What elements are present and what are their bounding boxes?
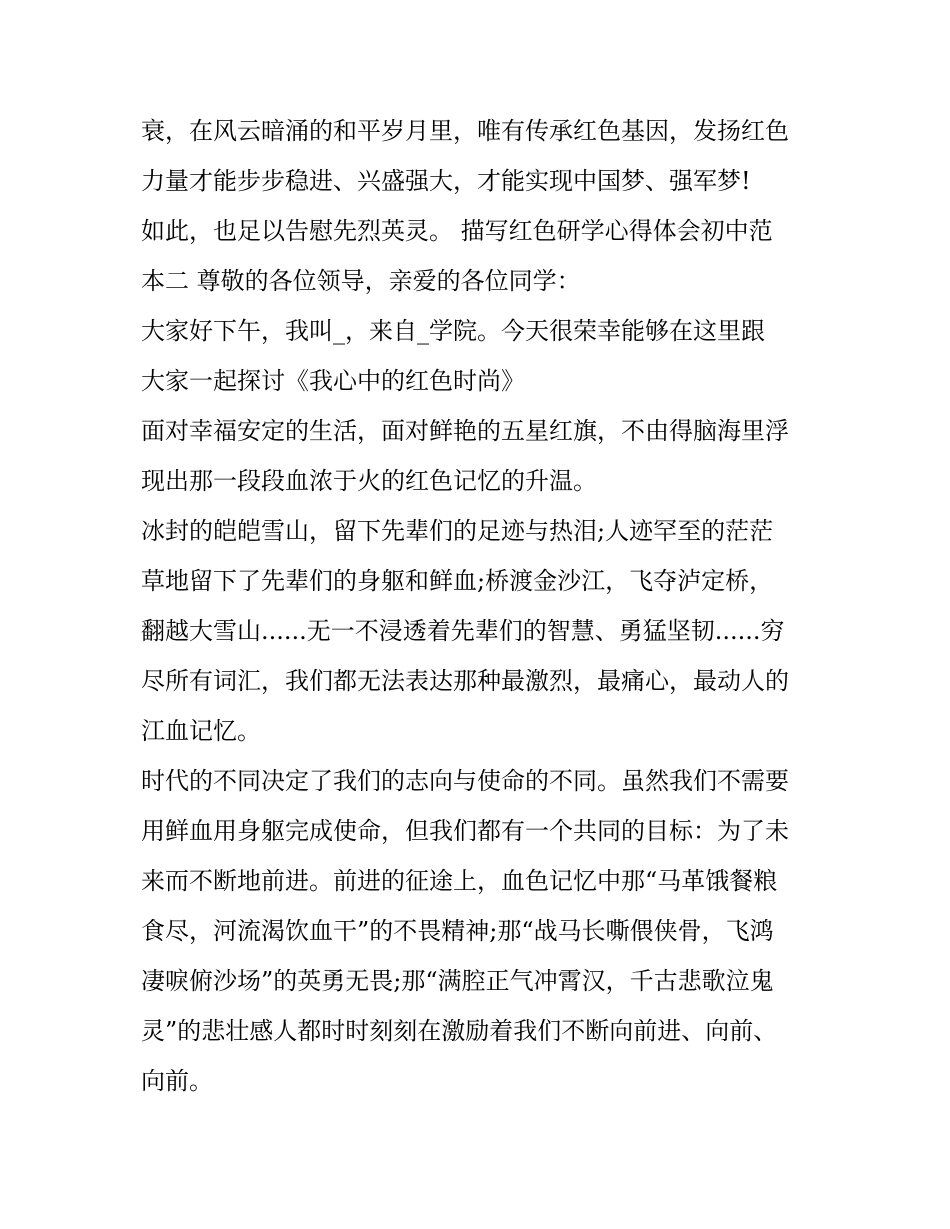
text-line: 来而不断地前进。前进的征途上，血色记忆中那“马革饿餐粮 (141, 867, 778, 895)
document-body (141, 106, 821, 1106)
paragraph-1 (141, 106, 821, 206)
paragraph-4 (141, 406, 821, 506)
text-line: 草地留下了先辈们的身躯和鲜血;桥渡金沙江，飞夺泸定桥， (141, 567, 774, 595)
text-line: 现出那一段段血浓于火的红色记忆的升温。 (141, 467, 597, 495)
paragraph-2 (141, 206, 821, 306)
text-line: 大家好下午，我叫_，来自_学院。今天很荣幸能够在这里跟 (141, 317, 765, 345)
paragraph-6 (141, 756, 821, 1106)
text-line: 时代的不同决定了我们的志向与使命的不同。虽然我们不需要 (141, 767, 789, 795)
text-line: 冰封的皑皑雪山，留下先辈们的足迹与热泪;人迹罕至的茫茫 (141, 517, 774, 545)
text-line: 本二 尊敬的各位领导，亲爱的各位同学： (141, 267, 581, 295)
text-line: 食尽，河流渴饮血干”的不畏精神;那“战马长嘶偎侠骨，飞鸿 (141, 917, 774, 945)
text-line: 大家一起探讨《我心中的红色时尚》 (141, 367, 525, 395)
text-line: 尽所有词汇，我们都无法表达那种最激烈，最痛心，最动人的 (141, 667, 789, 695)
text-line: 衰，在风云暗涌的和平岁月里，唯有传承红色基因，发扬红色 (141, 117, 789, 145)
paragraph-3 (141, 306, 821, 406)
text-line: 翻越大雪山......无一不浸透着先辈们的智慧、勇猛坚韧......穷 (141, 617, 785, 645)
text-line: 力量才能步步稳进、兴盛强大，才能实现中国梦、强军梦! (141, 167, 751, 195)
text-line: 凄唳俯沙场”的英勇无畏;那“满腔正气冲霄汉，千古悲歌泣鬼 (141, 967, 774, 995)
text-line: 面对幸福安定的生活，面对鲜艳的五星红旗，不由得脑海里浮 (141, 417, 789, 445)
text-line: 如此，也足以告慰先烈英灵。 描写红色研学心得体会初中范 (141, 217, 773, 245)
text-line: 灵”的悲壮感人都时时刻刻在激励着我们不断向前进、向前、 (141, 1017, 778, 1045)
text-line: 向前。 (141, 1067, 213, 1095)
text-line: 用鲜血用身躯完成使命，但我们都有一个共同的目标：为了未 (141, 817, 789, 845)
text-line: 江血记忆。 (141, 717, 261, 745)
paragraph-5 (141, 506, 821, 756)
